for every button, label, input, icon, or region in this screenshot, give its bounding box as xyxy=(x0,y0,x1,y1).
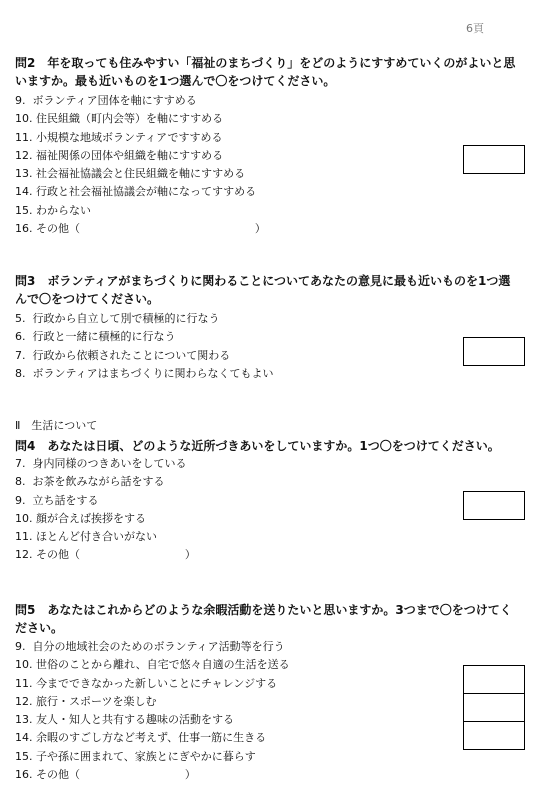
option-item: 12. その他（ ） xyxy=(15,548,196,562)
question-3-title: 問3 ボランティアがまちづくりに関わることについてあなたの意見に最も近いものを1つ選んで〇をつけてください。 xyxy=(15,274,511,306)
option-item: 14. 余暇のすごし方など考えず、仕事一筋に生きる xyxy=(15,731,267,745)
question-2-title: 問2 年を取っても住みやすい「福祉のまちづくり」をどのようにすすめていくのがよいと思いますか。最も近いものを1つ選んで〇をつけてください。 xyxy=(15,56,516,88)
option-item: 13. 社会福祉協議会と住民組織を軸にすすめる xyxy=(15,167,246,181)
answer-box-q4[interactable] xyxy=(463,491,525,520)
answer-box-q5-3[interactable] xyxy=(463,721,525,750)
option-item: 16. その他（ ） xyxy=(15,768,196,782)
option-item: 12. 旅行・スポーツを楽しむ xyxy=(15,694,157,708)
option-item: 9. 自分の地域社会のためのボランティア活動等を行う xyxy=(15,640,285,653)
answer-box-q2[interactable] xyxy=(463,145,525,174)
question-4-title: 問4 あなたは日頃、どのような近所づきあいをしていますか。1つ〇をつけてください。 xyxy=(15,439,500,453)
option-item: 6. 行政と一緒に積極的に行なう xyxy=(15,330,176,344)
option-item: 10. 世俗のことから離れ、自宅で悠々自適の生活を送る xyxy=(15,658,290,672)
page-number: 6頁 xyxy=(466,22,484,35)
option-item: 13. 友人・知人と共有する趣味の活動をする xyxy=(15,713,234,727)
option-item: 15. 子や孫に囲まれて、家族とにぎやかに暮らす xyxy=(15,749,256,763)
option-item: 5. 行政から自立して別で積極的に行なう xyxy=(15,312,220,325)
option-item: 9. ボランティア団体を軸にすすめる xyxy=(15,94,197,107)
section-heading: Ⅱ 生活について xyxy=(15,419,98,432)
option-item: 11. ほとんど付き合いがない xyxy=(15,530,157,544)
option-item: 7. 身内同様のつきあいをしている xyxy=(15,457,187,470)
answer-box-q3[interactable] xyxy=(463,337,525,366)
answer-box-q5-1[interactable] xyxy=(463,665,525,694)
option-item: 11. 今までできなかった新しいことにチャレンジする xyxy=(15,676,278,690)
option-item: 10. 住民組織（町内会等）を軸にすすめる xyxy=(15,112,224,126)
option-item: 9. 立ち話をする xyxy=(15,493,99,507)
option-item: 8. お茶を飲みながら話をする xyxy=(15,475,165,489)
option-item: 7. 行政から依頼されたことについて関わる xyxy=(15,348,231,362)
option-item: 8. ボランティアはまちづくりに関わらなくてもよい xyxy=(15,366,274,380)
question-5-title: 問5 あなたはこれからどのような余暇活動を送りたいと思いますか。3つまで〇をつけてください。 xyxy=(15,603,512,635)
question-2-options xyxy=(15,92,266,238)
option-item: 10. 顔が合えば挨拶をする xyxy=(15,511,146,525)
question-4-options xyxy=(15,455,196,565)
option-item: 16. その他（ ） xyxy=(15,222,266,236)
option-item: 12. 福祉関係の団体や組織を軸にすすめる xyxy=(15,148,224,162)
option-item: 15. わからない xyxy=(15,203,91,217)
option-item: 14. 行政と社会福祉協議会が軸になってすすめる xyxy=(15,185,257,199)
answer-box-q5-2[interactable] xyxy=(463,693,525,722)
question-3-options xyxy=(15,310,274,383)
option-item: 11. 小規模な地域ボランティアですすめる xyxy=(15,130,223,144)
question-5-options xyxy=(15,638,290,784)
